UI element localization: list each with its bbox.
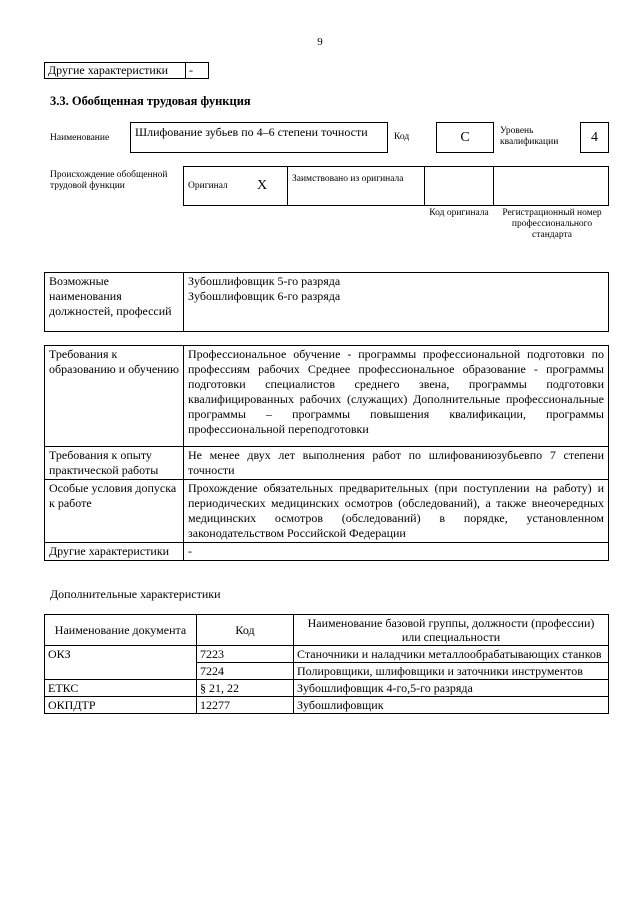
qualification-level-label: Уровень квалификации	[500, 126, 559, 147]
origin-label: Происхождение обобщенной трудовой функции	[50, 170, 168, 191]
function-code-value: C	[436, 122, 494, 153]
other-characteristics-value: -	[186, 63, 209, 79]
additional-characteristics-title: Дополнительные характеристики	[50, 587, 221, 601]
origin-divider-1	[287, 166, 288, 206]
experience-req-label: Требования к опыту практической работы	[45, 447, 184, 480]
code-original-caption: Код оригинала	[429, 208, 489, 218]
row-doc: ЕТКС	[45, 680, 197, 697]
positions-table	[44, 272, 609, 332]
experience-req-value: Не менее двух лет выполнения работ по шлифованиюзубьевпо 7 степени точности	[184, 447, 609, 480]
qualification-level-value: 4	[580, 122, 609, 153]
requirements-table	[44, 345, 609, 561]
section-heading: 3.3. Обобщенная трудовая функция	[50, 94, 251, 108]
row-code: 12277	[197, 697, 294, 714]
other-characteristics-label: Другие характеристики	[45, 63, 186, 79]
other-characteristics-label-2: Другие характеристики	[45, 543, 184, 561]
header-document: Наименование документа	[45, 615, 197, 646]
special-conditions-value: Прохождение обязательных предварительных (при поступлении на работу) и периодических медицинских осмотров (обследований), а также внеочередных медицинских осмотров (обследований) в порядке, установленном законодательством Российской Федерации	[184, 480, 609, 543]
position-item: Зубошлифовщик 5-го разряда	[188, 274, 341, 288]
row-name: Станочники и наладчики металлообрабатывающих станков	[294, 646, 609, 663]
function-name-label: Наименование	[50, 133, 110, 143]
row-doc: ОКЗ	[45, 646, 197, 680]
origin-divider-3	[493, 166, 494, 206]
education-req-value: Профессиональное обучение - программы профессиональной подготовки по профессиям рабочих Среднее профессиональное образование - программы подготовки специалистов среднего звена, программы подготовки квалифицированных рабочих (служащих) Дополнительные профессиональные программы – программы повышения квалификации, программы профессиональной переподготовки	[184, 346, 609, 447]
table-row	[45, 680, 609, 697]
positions-label: Возможные наименования должностей, профессий	[45, 273, 184, 332]
additional-table	[44, 614, 609, 714]
borrowed-label: Заимствовано из оригинала	[292, 174, 404, 184]
origin-box	[183, 166, 609, 206]
row-doc: ОКПДТР	[45, 697, 197, 714]
table-row	[45, 646, 609, 663]
positions-values	[184, 273, 609, 332]
header-group-name: Наименование базовой группы, должности (профессии) или специальности	[294, 615, 609, 646]
row-code: 7224	[197, 663, 294, 680]
other-characteristics-top	[44, 62, 209, 79]
other-characteristics-value-2: -	[184, 543, 609, 561]
function-name-value: Шлифование зубьев по 4–6 степени точности	[130, 122, 388, 153]
table-row	[45, 697, 609, 714]
special-conditions-label: Особые условия допуска к работе	[45, 480, 184, 543]
row-name: Полировщики, шлифовщики и заточники инструментов	[294, 663, 609, 680]
original-label: Оригинал	[188, 181, 228, 191]
function-code-label: Код	[394, 132, 410, 142]
row-code: 7223	[197, 646, 294, 663]
header-code: Код	[197, 615, 294, 646]
original-mark: X	[257, 178, 268, 193]
education-req-label: Требования к образованию и обучению	[45, 346, 184, 447]
origin-divider-2	[424, 166, 425, 206]
row-code: § 21, 22	[197, 680, 294, 697]
reg-number-caption: Регистрационный номер профессионального стандарта	[502, 208, 602, 240]
row-name: Зубошлифовщик 4-го,5-го разряда	[294, 680, 609, 697]
row-name: Зубошлифовщик	[294, 697, 609, 714]
page-number: 9	[317, 36, 323, 48]
position-item: Зубошлифовщик 6-го разряда	[188, 289, 341, 303]
